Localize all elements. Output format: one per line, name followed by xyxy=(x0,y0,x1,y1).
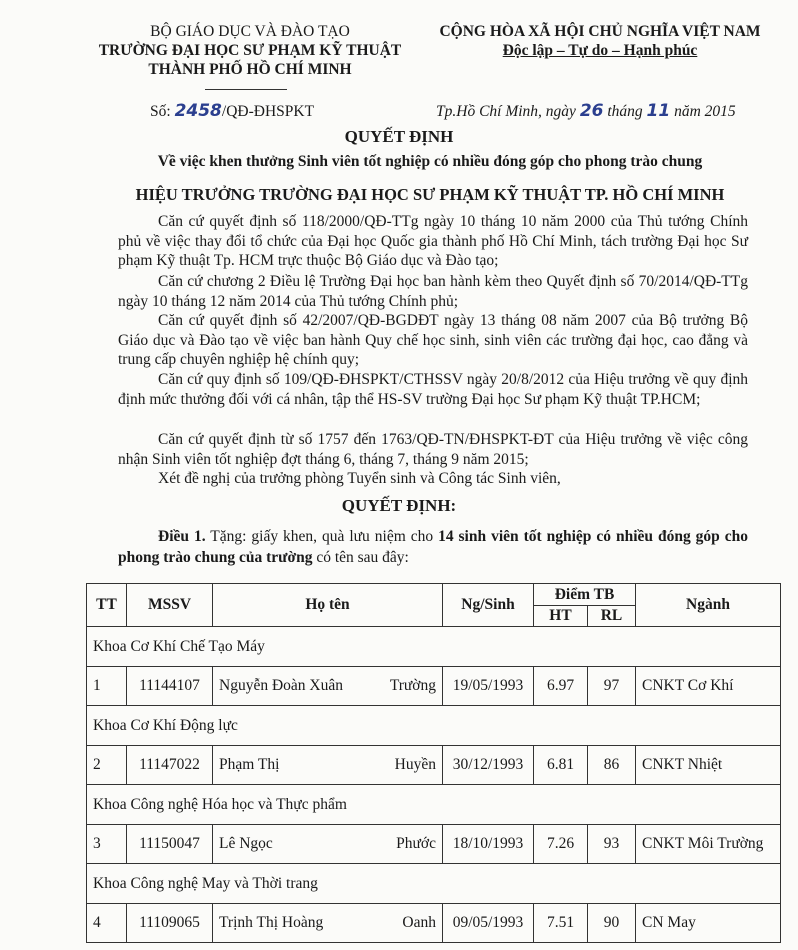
article-1-text-a: Tặng: giấy khen, quà lưu niệm cho xyxy=(205,528,439,545)
table-header-row xyxy=(87,584,781,606)
cell-name xyxy=(213,667,443,706)
preamble-paragraph: Căn cứ quyết định số 118/2000/QĐ-TTg ngày 10 tháng 10 năm 2000 của Thủ tướng Chính phủ về việc thay đổi tổ chức của Đại học Quốc gia thành phố Hồ Chí Minh, tách trường Đại học Sư phạm Kỹ thuật Tp. HCM trực thuộc Bộ Giáo dục và Đào tạo; xyxy=(118,213,748,269)
article-1-label: Điều 1. xyxy=(158,528,206,545)
cell-tt: 3 xyxy=(87,825,127,864)
cell-major: CN May xyxy=(636,904,781,943)
cell-name xyxy=(213,746,443,785)
cell-first-name: Trường xyxy=(389,677,436,694)
awardee-table xyxy=(86,583,781,943)
cell-major: CNKT Nhiệt xyxy=(636,746,781,785)
faculty-name: Khoa Công nghệ Hóa học và Thực phẩm xyxy=(87,785,781,825)
cell-rl: 90 xyxy=(588,904,636,943)
cell-major: CNKT Cơ Khí xyxy=(636,667,781,706)
cell-rl: 97 xyxy=(588,667,636,706)
cell-mssv: 11150047 xyxy=(127,825,213,864)
decides-title: QUYẾT ĐỊNH: xyxy=(341,496,457,515)
table-row xyxy=(87,904,781,943)
faculty-row xyxy=(87,864,781,904)
date-prefix: Tp.Hồ Chí Minh, ngày xyxy=(436,103,576,120)
cell-name xyxy=(213,904,443,943)
decision-title: QUYẾT ĐỊNH xyxy=(344,127,454,146)
nation-title: CỘNG HÒA XÃ HỘI CHỦ NGHĨA VIỆT NAM xyxy=(439,23,761,40)
cell-dob: 19/05/1993 xyxy=(443,667,534,706)
cell-ht: 6.81 xyxy=(534,746,588,785)
header-tt: TT xyxy=(87,584,127,627)
faculty-row xyxy=(87,627,781,667)
handwritten-day: 26 xyxy=(579,101,604,121)
cell-name xyxy=(213,825,443,864)
handwritten-number: 2458 xyxy=(174,101,222,121)
cell-mssv: 11109065 xyxy=(127,904,213,943)
article-1-text-b: có tên sau đây: xyxy=(312,549,409,566)
cell-dob: 18/10/1993 xyxy=(443,825,534,864)
cell-dob: 30/12/1993 xyxy=(443,746,534,785)
faculty-name: Khoa Cơ Khí Chế Tạo Máy xyxy=(87,627,781,667)
decision-number xyxy=(150,101,314,121)
number-suffix: /QĐ-ĐHSPKT xyxy=(221,103,315,120)
cell-major: CNKT Môi Trường xyxy=(636,825,781,864)
cell-last-name: Phạm Thị xyxy=(219,756,280,773)
header-left xyxy=(60,22,440,79)
table-row xyxy=(87,746,781,785)
cell-mssv: 11144107 xyxy=(127,667,213,706)
number-label: Số: xyxy=(150,103,171,120)
cell-mssv: 11147022 xyxy=(127,746,213,785)
cell-ht: 6.97 xyxy=(534,667,588,706)
preamble-paragraph: Căn cứ quyết định số 42/2007/QĐ-BGDĐT ngày 13 tháng 08 năm 2007 của Bộ trưởng Bộ Giáo dục và Đào tạo về việc ban hành Quy chế học sinh, sinh viên các trường đại học, cao đẳng và trung cấp chuyên nghiệp hệ chính quy; xyxy=(118,312,748,368)
article-1 xyxy=(118,526,748,568)
handwritten-month: 11 xyxy=(646,101,671,121)
table-row xyxy=(87,667,781,706)
cell-last-name: Trịnh Thị Hoàng xyxy=(219,914,324,931)
faculty-name: Khoa Công nghệ May và Thời trang xyxy=(87,864,781,904)
cell-first-name: Huyền xyxy=(394,756,436,773)
header-major: Ngành xyxy=(636,584,781,627)
cell-rl: 86 xyxy=(588,746,636,785)
university-name-line2: THÀNH PHỐ HỒ CHÍ MINH xyxy=(148,61,352,78)
header-ht: HT xyxy=(534,606,588,627)
decision-subject: Về việc khen thưởng Sinh viên tốt nghiệp có nhiều đóng góp cho phong trào chung xyxy=(157,153,703,170)
faculty-row xyxy=(87,785,781,825)
issue-date xyxy=(436,101,736,121)
university-name-line1: TRƯỜNG ĐẠI HỌC SƯ PHẠM KỸ THUẬT xyxy=(98,42,402,59)
cell-first-name: Phước xyxy=(396,835,436,852)
cell-last-name: Lê Ngọc xyxy=(219,835,273,852)
header-right xyxy=(420,22,780,60)
header-mssv: MSSV xyxy=(127,584,213,627)
faculty-row xyxy=(87,706,781,746)
cell-rl: 93 xyxy=(588,825,636,864)
header-name: Họ tên xyxy=(213,584,443,627)
decision-authority: HIỆU TRƯỞNG TRƯỜNG ĐẠI HỌC SƯ PHẠM KỸ THUẬT TP. HỒ CHÍ MINH xyxy=(135,185,725,204)
preamble-paragraph: Căn cứ chương 2 Điều lệ Trường Đại học ban hành kèm theo Quyết định số 70/2014/QĐ-TTg ngày 10 tháng 12 năm 2014 của Thủ tướng Chính phủ; xyxy=(118,273,748,310)
faculty-name: Khoa Cơ Khí Động lực xyxy=(87,706,781,746)
cell-tt: 2 xyxy=(87,746,127,785)
preamble-paragraph: Căn cứ quy định số 109/QĐ-ĐHSPKT/CTHSSV ngày 20/8/2012 của Hiệu trưởng về quy định định mức thưởng đối với cá nhân, tập thể HS-SV trường Đại học Sư phạm Kỹ thuật TP.HCM; xyxy=(118,371,748,408)
table-row xyxy=(87,825,781,864)
header-left-underline xyxy=(205,89,287,90)
article-1-bold: 14 sinh viên tốt nghiệp có nhiều đóng góp cho phong trào chung của trường xyxy=(118,528,749,566)
cell-ht: 7.26 xyxy=(534,825,588,864)
national-motto: Độc lập – Tự do – Hạnh phúc xyxy=(502,42,698,59)
month-label: tháng xyxy=(607,103,643,120)
year-text: năm 2015 xyxy=(674,103,736,120)
cell-tt: 4 xyxy=(87,904,127,943)
cell-dob: 09/05/1993 xyxy=(443,904,534,943)
cell-first-name: Oanh xyxy=(402,914,436,931)
header-dob: Ng/Sinh xyxy=(443,584,534,627)
header-rl: RL xyxy=(588,606,636,627)
preamble-paragraph: Xét đề nghị của trưởng phòng Tuyển sinh và Công tác Sinh viên, xyxy=(158,470,561,487)
header-score: Điểm TB xyxy=(534,584,636,606)
cell-tt: 1 xyxy=(87,667,127,706)
ministry-name: BỘ GIÁO DỤC VÀ ĐÀO TẠO xyxy=(150,23,350,40)
cell-ht: 7.51 xyxy=(534,904,588,943)
cell-last-name: Nguyễn Đoàn Xuân xyxy=(219,677,343,694)
preamble-paragraph: Căn cứ quyết định từ số 1757 đến 1763/QĐ-TN/ĐHSPKT-ĐT của Hiệu trưởng về việc công nhận Sinh viên tốt nghiệp đợt tháng 6, tháng 7, tháng 9 năm 2015; xyxy=(118,431,748,468)
